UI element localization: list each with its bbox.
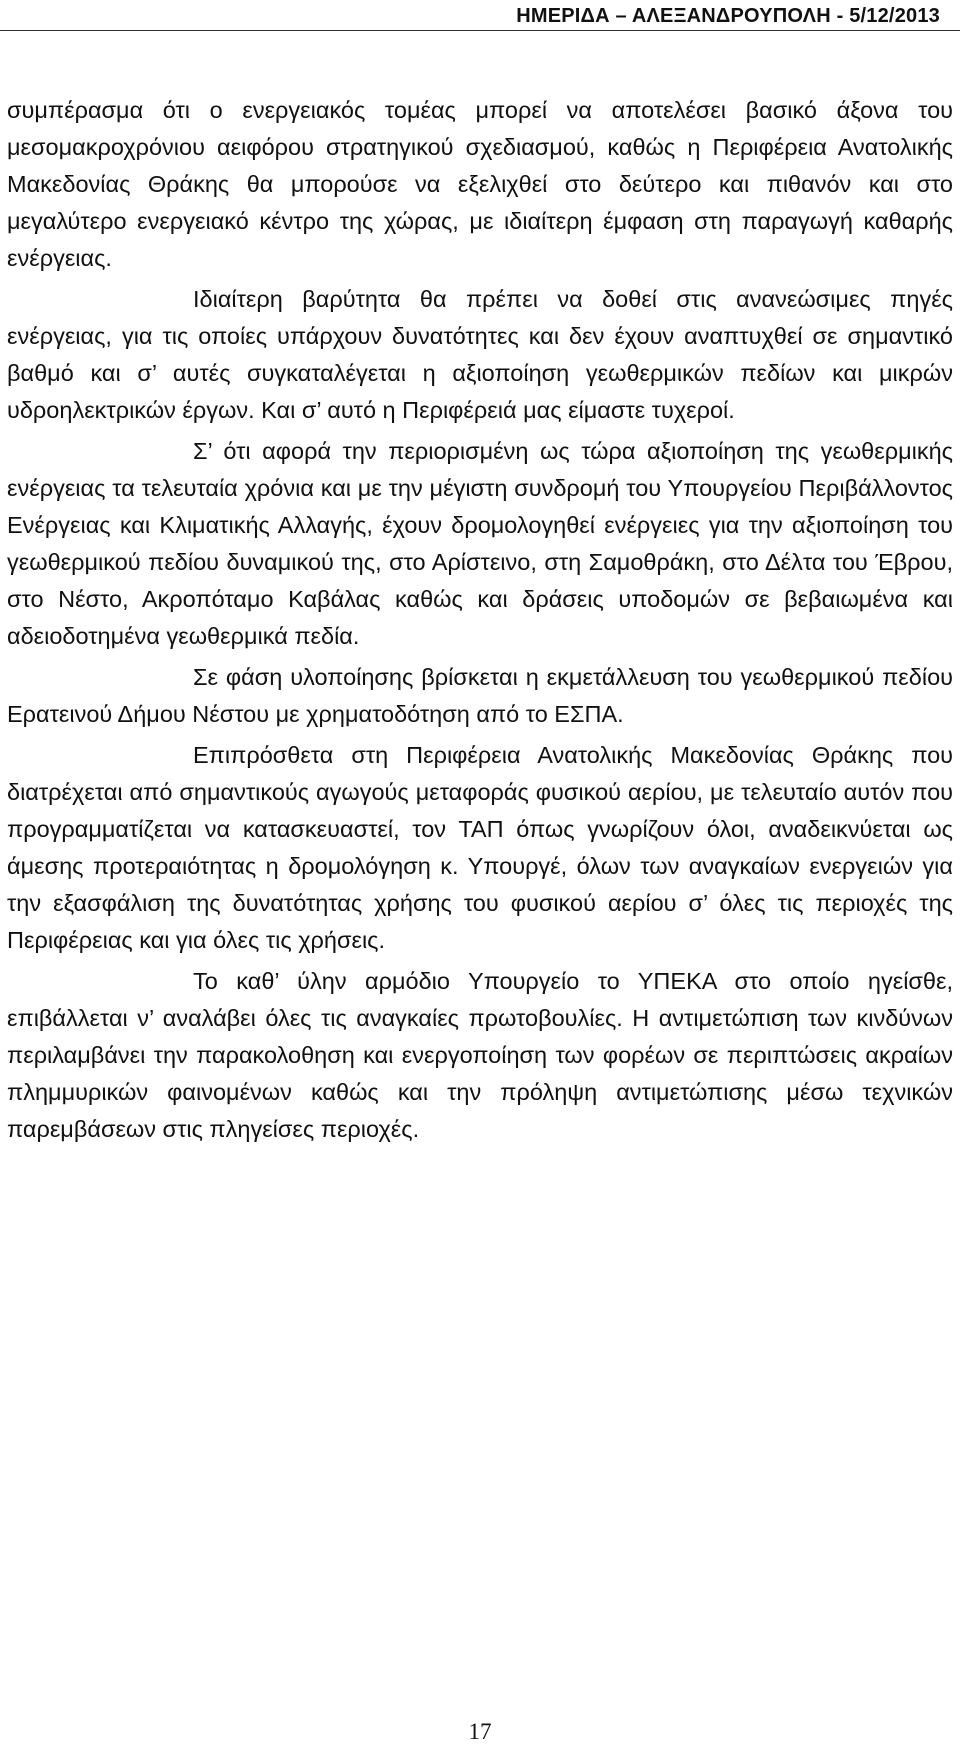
paragraph-geothermal: Σ’ ότι αφορά την περιορισμένη ως τώρα αξιοποίηση της γεωθερμικής ενέργειας τα τελευταία χρόνια και με την μέγιστη συνδρομή του Υπουργείου Περιβάλλοντος Ενέργειας και Κλιματικής Αλλαγής, έχουν δρομολογηθεί ενέργειες για την αξιοποίηση του γεωθερμικού πεδίου δυναμικού της, στο Αρίστεινο, στη Σαμοθράκη, στο Δέλτα του Έβρου, στο Νέστο, Ακροπόταμο Καβάλας καθώς και δράσεις υποδομών σε βεβαιωμένα και αδειοδοτημένα γεωθερμικά πεδία. — [7, 438, 953, 649]
page-number: 17 — [468, 1719, 492, 1744]
header-title: ΗΜΕΡΙΔΑ – ΑΛΕΞΑΝΔΡΟΥΠΟΛΗ - 5/12/2013 — [516, 5, 940, 27]
document-body — [7, 92, 953, 1152]
paragraph-ypeka: Το καθ’ ύλην αρμόδιο Υπουργείο το ΥΠΕΚΑ στο οποίο ηγείσθε, επιβάλλεται ν’ αναλάβει όλες τις αναγκαίες πρωτοβουλίες. Η αντιμετώπιση των κινδύνων περιλαμβάνει την παρακολοθηση και ενεργοποίηση των φορέων σε περιπτώσεις ακραίων πλημμυρικών φαινομένων καθώς και την πρόληψη αντιμετώπισης μέσω τεχνικών παρεμβάσεων στις πληγείσες περιοχές. — [7, 968, 953, 1142]
header-rule — [0, 30, 960, 31]
paragraph-continuation: συμπέρασμα ότι ο ενεργειακός τομέας μπορεί να αποτελέσει βασικό άξονα του μεσομακροχρόνιου αειφόρου στρατηγικού σχεδιασμού, καθώς η Περιφέρεια Ανατολικής Μακεδονίας Θράκης θα μπορούσε να εξελιχθεί στο δεύτερο και πιθανόν και στο μεγαλύτερο ενεργειακό κέντρο της χώρας, με ιδιαίτερη έμφαση στη παραγωγή καθαρής ενέργειας. — [7, 97, 953, 271]
paragraph-renewable-energy: Ιδιαίτερη βαρύτητα θα πρέπει να δοθεί στις ανανεώσιμες πηγές ενέργειας, για τις οποίες υπάρχουν δυνατότητες και δεν έχουν αναπτυχθεί σε σημαντικό βαθμό και σ’ αυτές συγκαταλέγεται η αξιοποίηση γεωθερμικών πεδίων και μικρών υδροηλεκτρικών έργων. Και σ’ αυτό η Περιφέρειά μας είμαστε τυχεροί. — [7, 286, 953, 423]
paragraph-eratino: Σε φάση υλοποίησης βρίσκεται η εκμετάλλευση του γεωθερμικού πεδίου Ερατεινού Δήμου Νέστου με χρηματοδότηση από το ΕΣΠΑ. — [7, 664, 953, 727]
page-header — [0, 4, 960, 30]
paragraph-natural-gas: Επιπρόσθετα στη Περιφέρεια Ανατολικής Μακεδονίας Θράκης που διατρέχεται από σημαντικούς αγωγούς μεταφοράς φυσικού αερίου, με τελευταίο αυτόν που προγραμματίζεται να κατασκευαστεί, τον ΤΑΠ όπως γνωρίζουν όλοι, αναδεικνύεται ως άμεσης προτεραιότητας η δρομολόγηση κ. Υπουργέ, όλων των αναγκαίων ενεργειών για την εξασφάλιση της δυνατότητας χρήσης του φυσικού αερίου σ’ όλες τις περιοχές της Περιφέρειας και για όλες τις χρήσεις. — [7, 742, 953, 953]
